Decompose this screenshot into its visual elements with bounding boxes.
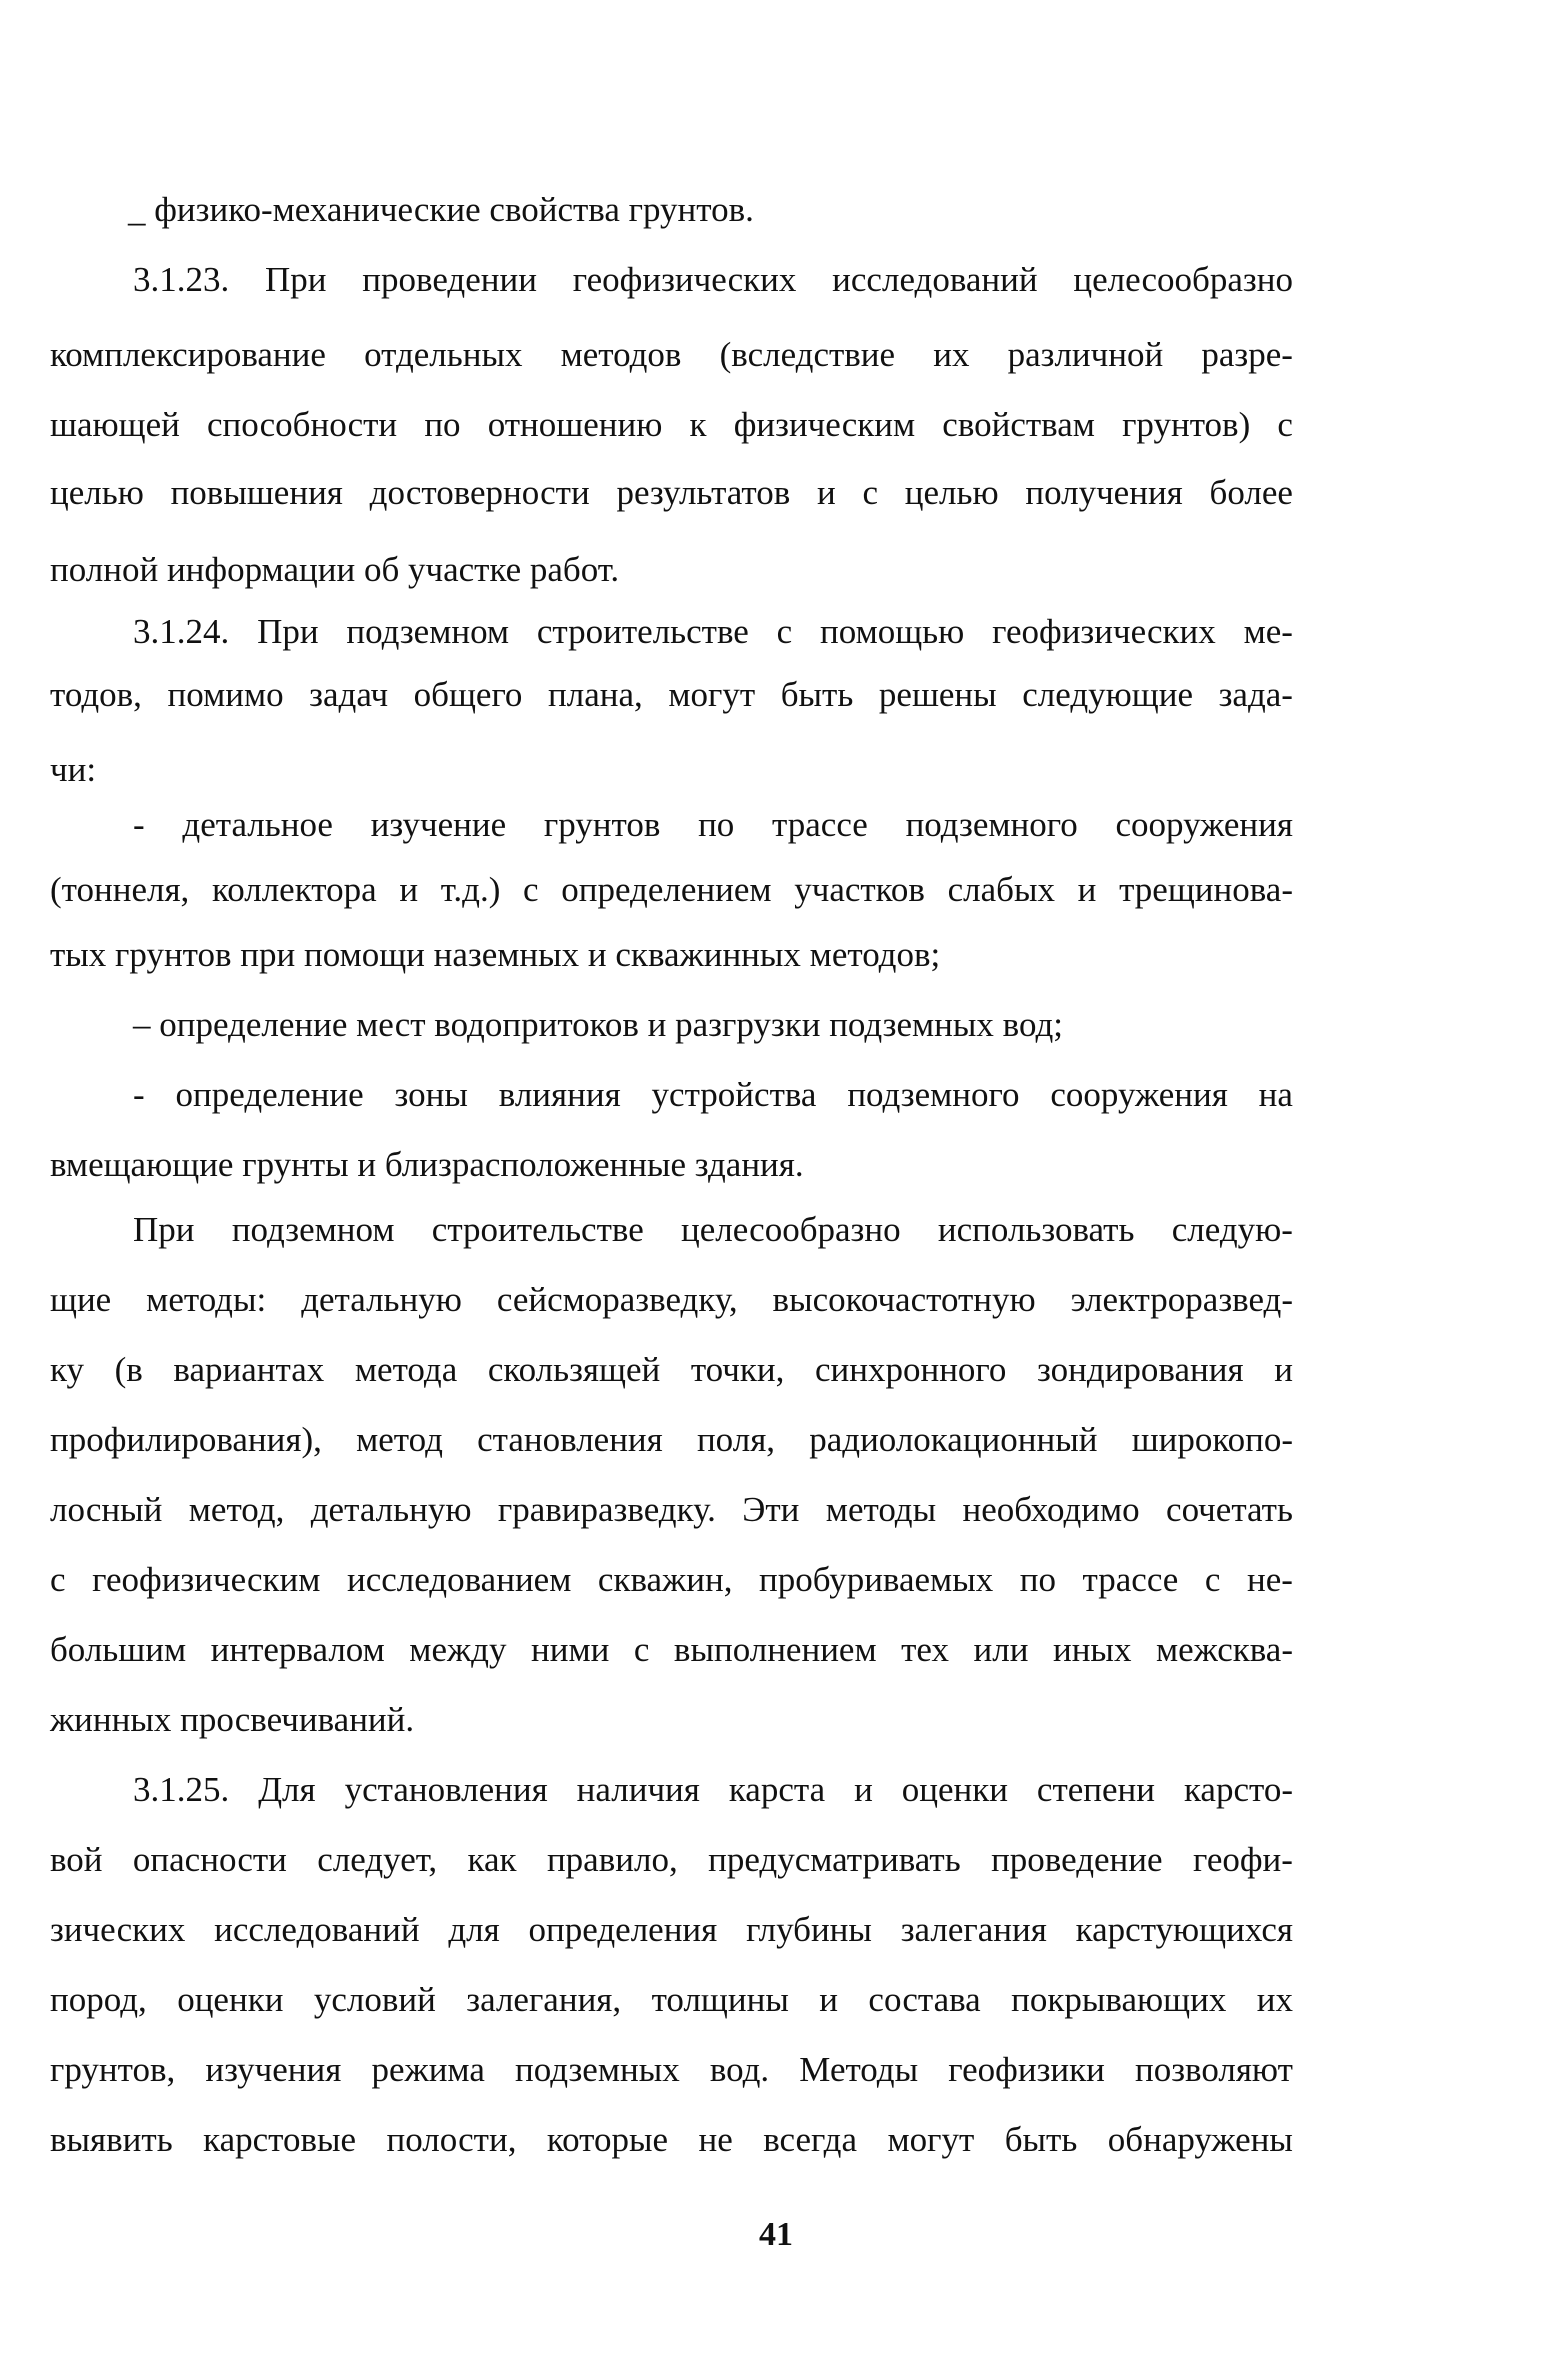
text-line: лосный метод, детальную гравиразведку. Эти методы необходимо сочетать — [50, 1490, 1293, 1529]
text-line: _ физико-механические свойства грунтов. — [128, 190, 754, 229]
page-number: 41 — [759, 2216, 793, 2253]
text-line: комплексирование отдельных методов (вследствие их различной разре- — [50, 335, 1293, 374]
text-line: тодов, помимо задач общего плана, могут быть решены следующие зада- — [50, 675, 1293, 714]
text-line: шающей способности по отношению к физическим свойствам грунтов) с — [50, 405, 1293, 444]
text-line: выявить карстовые полости, которые не всегда могут быть обнаружены — [50, 2120, 1293, 2159]
text-line: тых грунтов при помощи наземных и скважинных методов; — [50, 935, 941, 974]
text-line: вой опасности следует, как правило, предусматривать проведение геофи- — [50, 1840, 1293, 1879]
text-line: пород, оценки условий залегания, толщины и состава покрывающих их — [50, 1980, 1293, 2019]
text-line: вмещающие грунты и близрасположенные здания. — [50, 1145, 804, 1184]
text-line: (тоннеля, коллектора и т.д.) с определением участков слабых и трещинова- — [50, 870, 1293, 909]
text-line: целью повышения достоверности результатов и с целью получения более — [50, 473, 1293, 512]
text-line: профилирования), метод становления поля, радиолокационный широкопо- — [50, 1420, 1293, 1459]
text-line: большим интервалом между ними с выполнением тех или иных межсква- — [50, 1630, 1293, 1669]
text-line: При подземном строительстве целесообразно использовать следую- — [133, 1210, 1293, 1249]
text-line: 3.1.24. При подземном строительстве с помощью геофизических ме- — [133, 612, 1293, 651]
text-line: - детальное изучение грунтов по трассе подземного сооружения — [133, 805, 1293, 844]
text-line: с геофизическим исследованием скважин, пробуриваемых по трассе с не- — [50, 1560, 1293, 1599]
text-line: - определение зоны влияния устройства подземного сооружения на — [133, 1075, 1293, 1114]
text-line: грунтов, изучения режима подземных вод. Методы геофизики позволяют — [50, 2050, 1293, 2089]
text-line: полной информации об участке работ. — [50, 550, 620, 589]
text-line: чи: — [50, 750, 97, 789]
text-line: жинных просвечиваний. — [50, 1700, 415, 1739]
text-line: ку (в вариантах метода скользящей точки, синхронного зондирования и — [50, 1350, 1293, 1389]
text-line: 3.1.25. Для установления наличия карста и оценки степени карсто- — [133, 1770, 1293, 1809]
text-line: зических исследований для определения глубины залегания карстующихся — [50, 1910, 1293, 1949]
text-line: – определение мест водопритоков и разгрузки подземных вод; — [133, 1005, 1063, 1044]
text-line: щие методы: детальную сейсморазведку, высокочастотную электроразвед- — [50, 1280, 1293, 1319]
text-line: 3.1.23. При проведении геофизических исследований целесообразно — [133, 260, 1293, 299]
